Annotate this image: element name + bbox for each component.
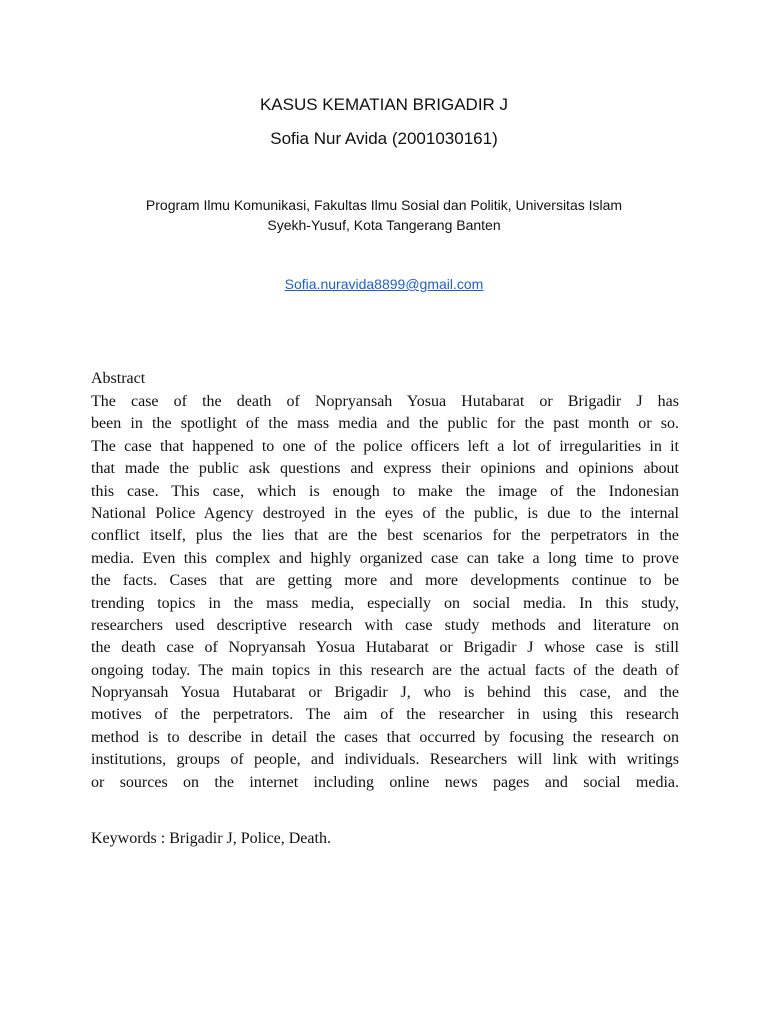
abstract-line: The case of the death of Nopryansah Yosua Hutabarat or Brigadir J has <box>91 393 679 410</box>
keywords-line: Keywords : Brigadir J, Police, Death. <box>91 830 331 847</box>
abstract-line: this case. This case, which is enough to make the image of the Indonesian <box>91 482 679 500</box>
abstract-line: the facts. Cases that are getting more and more developments continue to be <box>91 572 679 590</box>
abstract-line: institutions, groups of people, and individuals. Researchers will link with writings <box>91 751 679 769</box>
abstract-line: motives of the perpetrators. The aim of the researcher in using this research <box>91 706 679 724</box>
abstract-line: Nopryansah Yosua Hutabarat or Brigadir J, who is behind this case, and the <box>91 684 679 702</box>
paper-title: KASUS KEMATIAN BRIGADIR J <box>259 95 509 114</box>
abstract-heading: Abstract <box>91 370 146 387</box>
abstract-line: researchers used descriptive research with case study methods and literature on <box>91 616 679 634</box>
abstract-line: trending topics in the mass media, especially on social media. In this study, <box>91 594 679 612</box>
abstract-line: or sources on the internet including online news pages and social media. <box>91 773 679 791</box>
affiliation-line-2: Syekh-Yusuf, Kota Tangerang Banten <box>267 217 501 233</box>
abstract-line: conflict itself, plus the lies that are the best scenarios for the perpetrators in the <box>91 527 679 545</box>
abstract-line: that made the public ask questions and express their opinions and opinions about <box>91 460 679 478</box>
author-line: Sofia Nur Avida (2001030161) <box>270 129 498 148</box>
abstract-line: been in the spotlight of the mass media and the public for the past month or so. <box>91 415 679 433</box>
abstract-line: ongoing today. The main topics in this research are the actual facts of the death of <box>91 661 679 679</box>
abstract-line: The case that happened to one of the police officers left a lot of irregularities in it <box>91 437 679 455</box>
abstract-line: the death case of Nopryansah Yosua Hutabarat or Brigadir J whose case is still <box>91 639 679 657</box>
email-container <box>0 275 768 293</box>
email-link[interactable]: Sofia.nuravida8899@gmail.com <box>284 276 484 292</box>
abstract-line: National Police Agency destroyed in the eyes of the public, is due to the internal <box>91 504 679 522</box>
abstract-line: method is to describe in detail the cases that occurred by focusing the research on <box>91 728 679 746</box>
affiliation-line-1: Program Ilmu Komunikasi, Fakultas Ilmu Sosial dan Politik, Universitas Islam <box>145 197 623 213</box>
abstract-line: media. Even this complex and highly organized case can take a long time to prove <box>91 549 679 567</box>
abstract-body <box>91 391 679 794</box>
